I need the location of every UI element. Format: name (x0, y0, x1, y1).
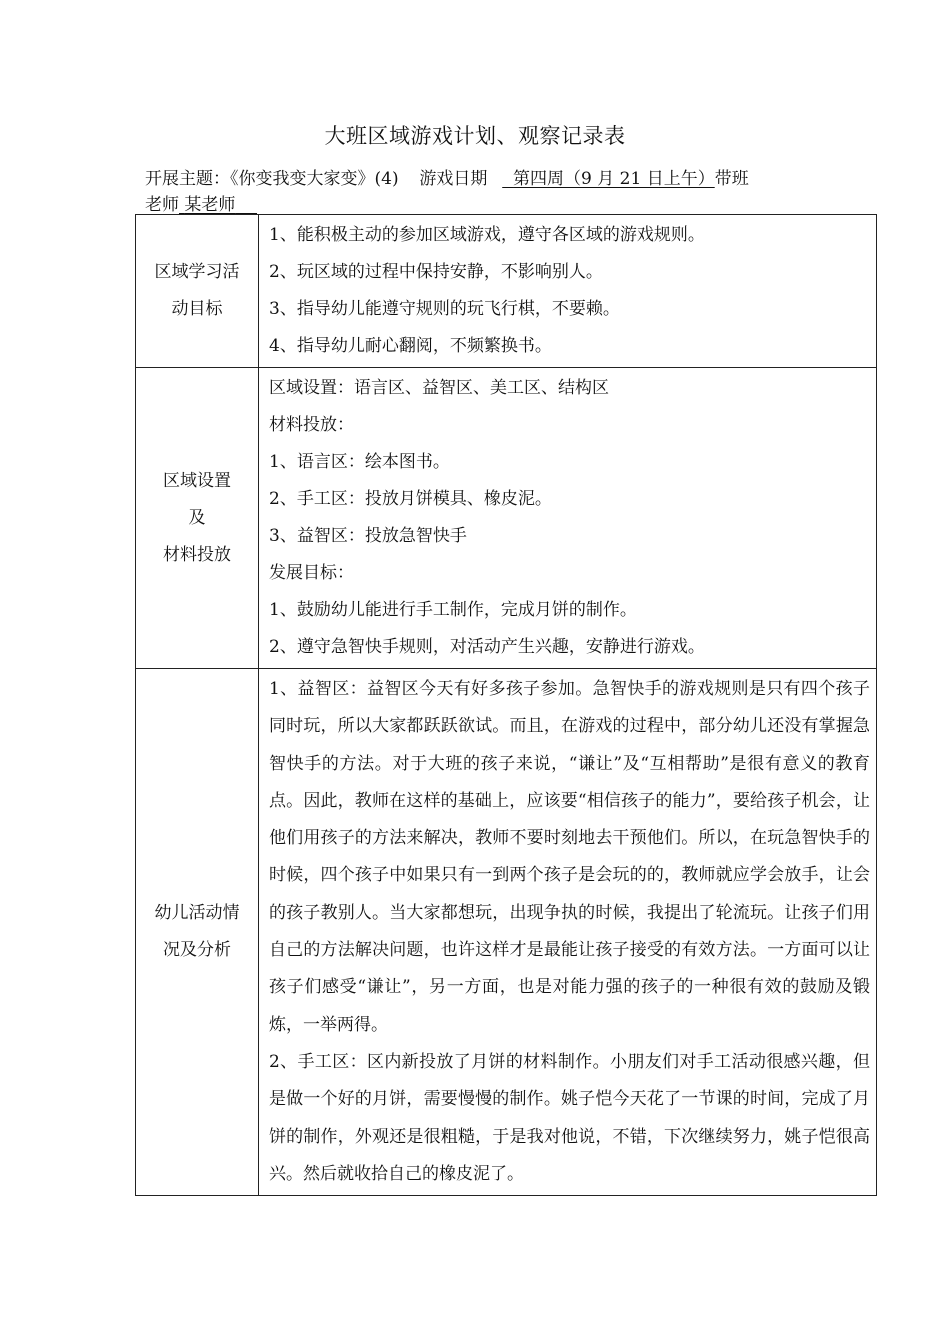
goal-item: 2、玩区域的过程中保持安静，不影响别人。 (269, 262, 603, 282)
meta-line-2 (145, 190, 257, 215)
setup-content (259, 368, 877, 669)
goals-label: 区域学习活 动目标 (136, 215, 259, 368)
goal-item: 1、能积极主动的参加区域游戏，遵守各区域的游戏规则。 (269, 225, 705, 245)
row-analysis (136, 669, 877, 1196)
row-setup (136, 368, 877, 669)
setup-item: 材料投放： (269, 415, 354, 435)
meta-line-1 (145, 164, 749, 189)
date-label: 游戏日期 (419, 169, 488, 189)
setup-item: 1、鼓励幼儿能进行手工制作，完成月饼的制作。 (269, 600, 637, 620)
teacher-label-b: 老师 (145, 195, 179, 215)
goals-content (259, 215, 877, 368)
setup-item: 3、益智区：投放急智快手 (269, 526, 467, 546)
setup-label: 区域设置 及 材料投放 (136, 368, 259, 669)
setup-item: 发展目标： (269, 563, 354, 583)
theme-label: 开展主题： (145, 169, 230, 189)
setup-item: 区域设置：语言区、益智区、美工区、结构区 (269, 378, 609, 398)
goal-item: 3、指导幼儿能遵守规则的玩飞行棋，不要赖。 (269, 299, 620, 319)
theme-value: 《你变我变大家变》(4) (230, 169, 399, 189)
analysis-paragraph-1: 1、益智区：益智区今天有好多孩子参加。急智快手的游戏规则是只有四个孩子同时玩，所以大家都跃跃欲试。而且，在游戏的过程中，部分幼儿还没有掌握急智快手的方法。对于大班的孩子来说，“谦让”及“互相帮助”是很有意义的教育点。因此，教师在这样的基础上，应该要“相信孩子的能力”，要给孩子机会，让他们用孩子的方法来解决，教师不要时刻地去干预他们。所以，在玩急智快手的时候，四个孩子中如果只有一到两个孩子是会玩的的，教师就应学会放手，让会的孩子教别人。当大家都想玩，出现争执的时候，我提出了轮流玩。让孩子们用自己的方法解决问题，也许这样才是最能让孩子接受的有效方法。一方面可以让孩子们感受“谦让”，另一方面，也是对能力强的孩子的一种很有效的鼓励及锻炼，一举两得。 (269, 679, 870, 1035)
document-title: 大班区域游戏计划、观察记录表 (324, 124, 626, 148)
teacher-label-a: 带班 (714, 169, 749, 189)
analysis-label: 幼儿活动情 况及分析 (136, 669, 259, 1196)
analysis-paragraph-2: 2、手工区：区内新投放了月饼的材料制作。小朋友们对手工活动很感兴趣，但是做一个好的月饼，需要慢慢的制作。姚子恺今天花了一节课的时间，完成了月饼的制作，外观还是很粗糙，于是我对他说，不错，下次继续努力，姚子恺很高兴。然后就收拾自己的橡皮泥了。 (269, 1051, 870, 1184)
setup-item: 2、遵守急智快手规则，对活动产生兴趣，安静进行游戏。 (269, 637, 705, 657)
analysis-content (259, 669, 877, 1196)
goal-item: 4、指导幼儿耐心翻阅，不频繁换书。 (269, 336, 552, 356)
setup-item: 2、手工区：投放月饼模具、橡皮泥。 (269, 489, 552, 509)
row-goals (136, 215, 877, 368)
plan-table (135, 214, 877, 1196)
setup-item: 1、语言区：绘本图书。 (269, 452, 450, 472)
teacher-value: 某老师 (184, 195, 236, 215)
date-value: 第四周（9 月 21 日上午） (513, 169, 715, 189)
